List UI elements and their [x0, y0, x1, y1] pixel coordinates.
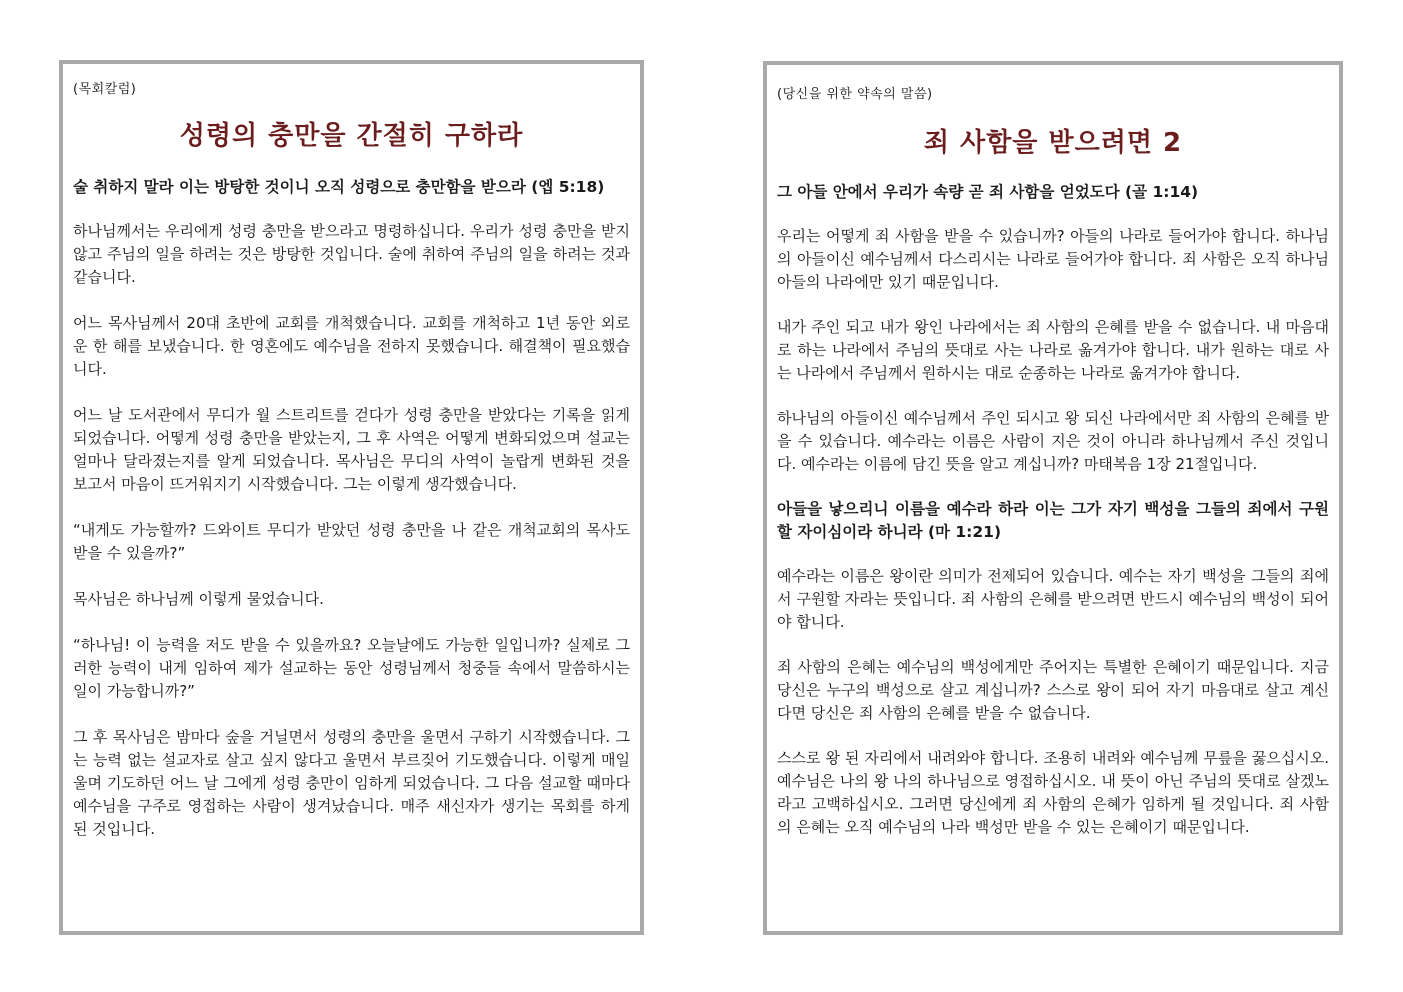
paragraph: 그 후 목사님은 밤마다 숲을 거닐면서 성령의 충만을 울면서 구하기 시작했습니다. 그는 능력 없는 설교자로 살고 싶지 않다고 울면서 부르짖어 기도했습니다. 이렇게 매일 울며 기도하던 어느 날 그에게 성령 충만이 임하게 되었습니다. 그 다음 설교할 때마다 예수님을 구주로 영접하는 사람이 생겨났습니다. 매주 새신자가 생기는 목회를 하게 된 것입니다.	[73, 728, 630, 838]
paragraph: 죄 사함의 은혜는 예수님의 백성에게만 주어지는 특별한 은혜이기 때문입니다. 지금 당신은 누구의 백성으로 살고 계십니까? 스스로 왕이 되어 자기 마음대로 살고 계신다면 당신은 죄 사함의 은혜를 받을 수 없습니다.	[777, 658, 1329, 722]
paragraph: 하나님께서는 우리에게 성령 충만을 받으라고 명령하십니다. 우리가 성령 충만을 받지 않고 주님의 일을 하려는 것은 방탕한 것입니다. 술에 취하여 주님의 일을 하려는 것과 같습니다.	[73, 222, 630, 286]
paragraph: 어느 목사님께서 20대 초반에 교회를 개척했습니다. 교회를 개척하고 1년 동안 외로운 한 해를 보냈습니다. 한 영혼에도 예수님을 전하지 못했습니다. 해결책이 필요했습니다.	[73, 314, 630, 378]
column-tag: (당신을 위한 약속의 말씀)	[777, 87, 933, 102]
column-title: 성령의 충만을 간절히 구하라	[179, 121, 524, 151]
column-title: 죄 사함을 받으려면 2	[923, 128, 1183, 158]
paragraph: 목사님은 하나님께 이렇게 물었습니다.	[73, 590, 324, 608]
paragraph: 예수라는 이름은 왕이란 의미가 전제되어 있습니다. 예수는 자기 백성을 그들의 죄에서 구원할 자라는 뜻입니다. 죄 사함의 은혜를 받으려면 반드시 예수님의 백성이 되어야 합니다.	[777, 567, 1329, 631]
paragraph: “내게도 가능할까? 드와이트 무디가 받았던 성령 충만을 나 같은 개척교회의 목사도 받을 수 있을까?”	[73, 521, 630, 562]
paragraph: 스스로 왕 된 자리에서 내려와야 합니다. 조용히 내려와 예수님께 무릎을 꿇으십시오. 예수님은 나의 왕 나의 하나님으로 영접하십시오. 내 뜻이 아닌 주님의 뜻대로 살겠노라고 고백하십시오. 그러면 당신에게 죄 사함의 은혜가 임하게 될 것입니다. 죄 사함의 은혜는 오직 예수님의 나라 백성만 받을 수 있는 은혜이기 때문입니다.	[777, 749, 1329, 836]
paragraph: 우리는 어떻게 죄 사함을 받을 수 있습니까? 아들의 나라로 들어가야 합니다. 하나님의 아들이신 예수님께서 다스리시는 나라로 들어가야 합니다. 죄 사함은 오직 하나님 아들의 나라에만 있기 때문입니다.	[777, 227, 1329, 291]
left-page-panel	[59, 60, 644, 935]
right-page-panel	[763, 61, 1343, 935]
paragraph: 하나님의 아들이신 예수님께서 주인 되시고 왕 되신 나라에서만 죄 사함의 은혜를 받을 수 있습니다. 예수라는 이름은 사람이 지은 것이 아니라 하나님께서 주신 것입니다. 예수라는 이름에 담긴 뜻을 알고 계십니까? 마태복음 1장 21절입니다.	[777, 409, 1329, 473]
scripture-verse: 그 아들 안에서 우리가 속량 곧 죄 사함을 얻었도다 (골 1:14)	[777, 183, 1199, 201]
paragraph: 내가 주인 되고 내가 왕인 나라에서는 죄 사함의 은혜를 받을 수 없습니다. 내 마음대로 하는 나라에서 주님의 뜻대로 사는 나라로 옮겨가야 합니다. 내가 원하는 대로 사는 나라에서 주님께서 원하시는 대로 순종하는 나라로 옮겨가야 합니다.	[777, 318, 1329, 382]
scripture-verse: 술 취하지 말라 이는 방탕한 것이니 오직 성령으로 충만함을 받으라 (엡 5:18)	[73, 178, 605, 196]
paragraph: 어느 날 도서관에서 무디가 월 스트리트를 걷다가 성령 충만을 받았다는 기록을 읽게 되었습니다. 어떻게 성령 충만을 받았는지, 그 후 사역은 어떻게 변화되었으며 설교는 얼마나 달라졌는지를 알게 되었습니다. 목사님은 무디의 사역이 놀랍게 변화된 것을 보고서 마음이 뜨거워지기 시작했습니다. 그는 이렇게 생각했습니다.	[73, 406, 630, 493]
paragraph: “하나님! 이 능력을 저도 받을 수 있을까요? 오늘날에도 가능한 일입니까? 실제로 그러한 능력이 내게 임하여 제가 설교하는 동안 성령님께서 청중들 속에서 말씀하시는 일이 가능합니까?”	[73, 636, 630, 700]
scripture-verse: 아들을 낳으리니 이름을 예수라 하라 이는 그가 자기 백성을 그들의 죄에서 구원할 자이심이라 하니라 (마 1:21)	[777, 500, 1329, 541]
column-tag: (목회칼럼)	[73, 82, 137, 97]
